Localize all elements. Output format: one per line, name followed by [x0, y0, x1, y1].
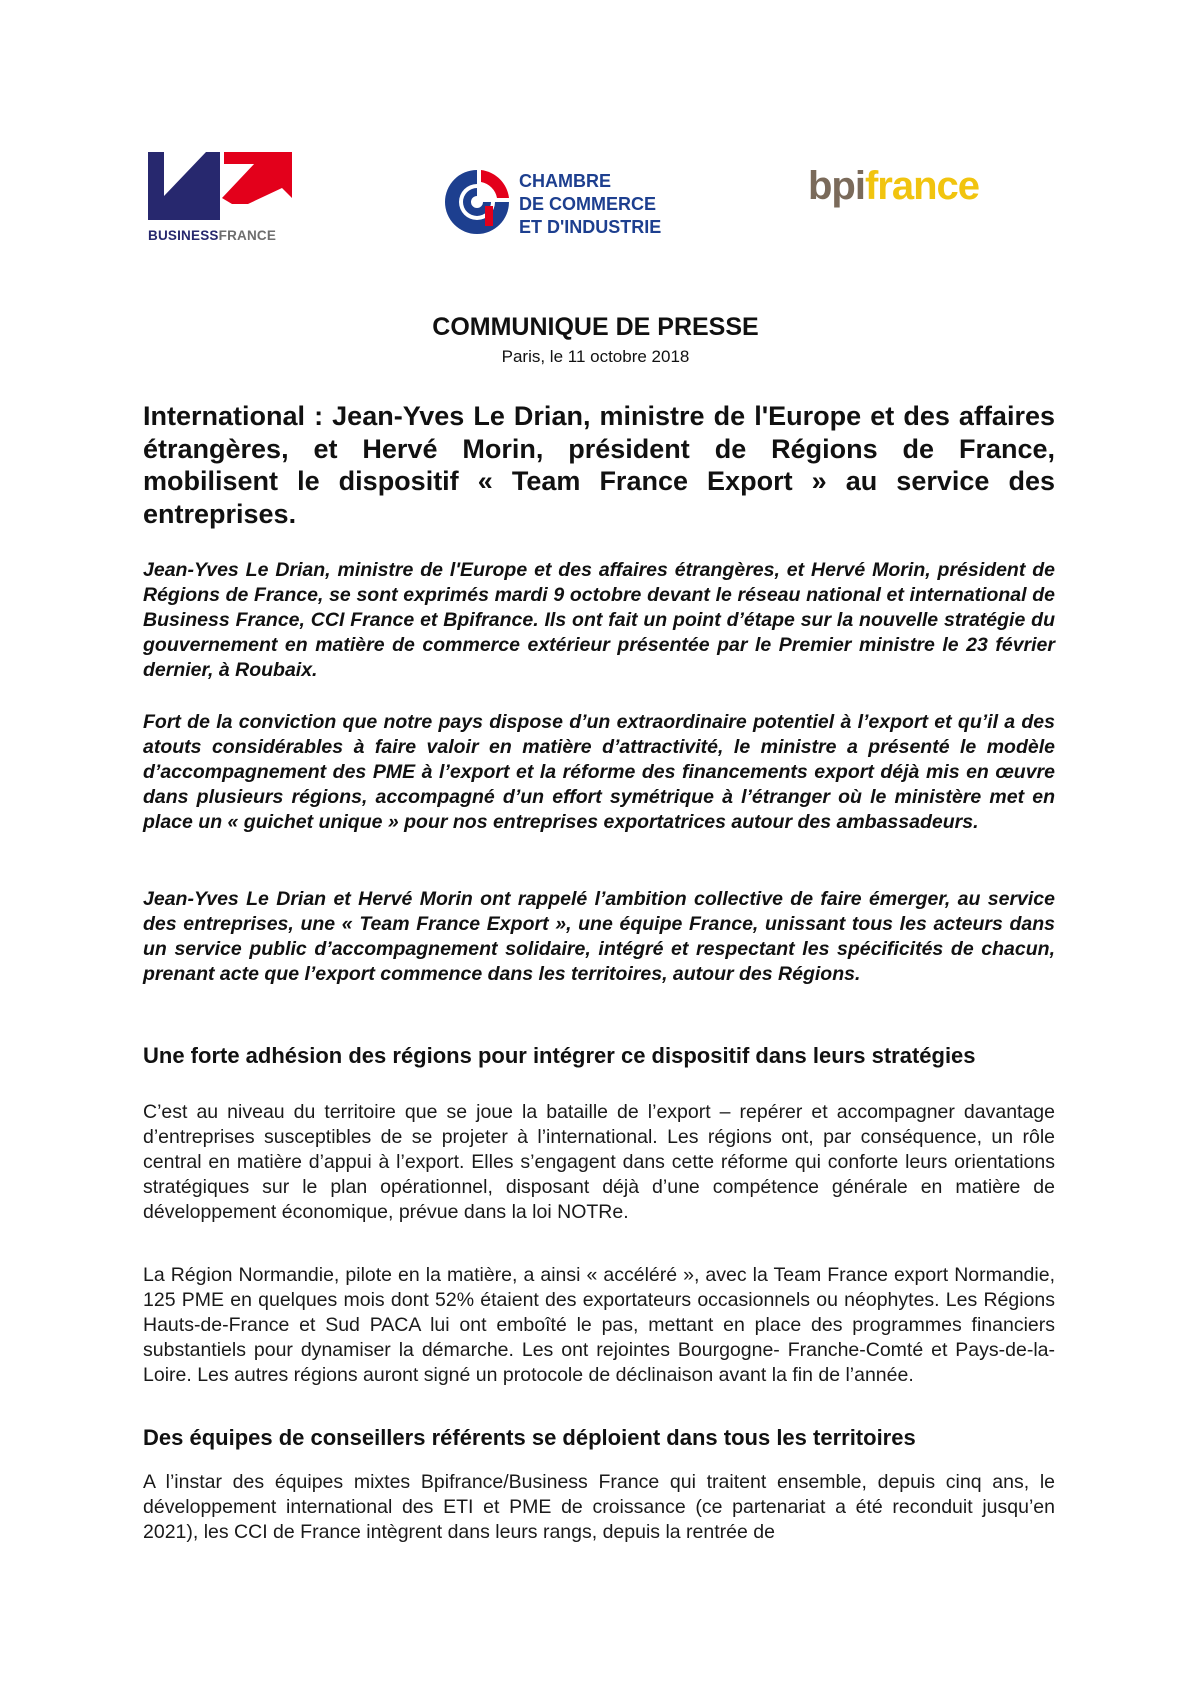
- cci-emblem-icon: [441, 166, 513, 238]
- business-france-wordmark: BUSINESSFRANCE: [148, 228, 277, 243]
- lead-paragraph-3: Jean-Yves Le Drian et Hervé Morin ont rappelé l’ambition collective de faire émerger, au service des entreprises, une « Team France Export », une équipe France, unissant tous les acteurs dans un service public d’accompagnement solidaire, intégré et respectant les spécificités de chacun, prenant acte que l’export commence dans les territoires, autour des Régions.: [143, 888, 1055, 985]
- body-paragraph: C’est au niveau du territoire que se joue la bataille de l’export – repérer et accompagner davantage d’entreprises susceptibles de se projeter à l’international. Les régions ont, par conséquence, un rôle central en matière d’appui à l’export. Elles s’engagent dans cette réforme qui conforte leurs orientations stratégiques sur le plan opérationnel, disposant déjà d’une compétence générale en matière de développement économique, prévue dans la loi NOTRe.: [143, 1101, 1055, 1223]
- section-heading-regions: Une forte adhésion des régions pour intégrer ce dispositif dans leurs stratégies: [143, 1043, 976, 1068]
- body-paragraph: A l’instar des équipes mixtes Bpifrance/Business France qui traitent ensemble, depuis cinq ans, le développement international des ETI et PME de croissance (ce partenariat a été reconduit jusqu’en 2021), les CCI de France intègrent dans leurs rangs, depuis la rentrée de: [143, 1471, 1055, 1543]
- cci-wordmark: CHAMBRE DE COMMERCE ET D'INDUSTRIE: [519, 171, 662, 237]
- section-heading-advisors: Des équipes de conseillers référents se déploient dans tous les territoires: [143, 1425, 916, 1450]
- release-date: Paris, le 11 octobre 2018: [501, 347, 690, 366]
- business-france-arrows-icon: [148, 150, 298, 222]
- page-title: COMMUNIQUE DE PRESSE: [432, 313, 759, 341]
- cci-logo: [441, 166, 691, 241]
- headline: International : Jean-Yves Le Drian, ministre de l'Europe et des affaires étrangères, et Hervé Morin, président de Régions de France, mobilisent le dispositif « Team France Export » au service des entreprises.: [143, 401, 1055, 529]
- lead-paragraph-1: Jean-Yves Le Drian, ministre de l'Europe et des affaires étrangères, et Hervé Morin, président de Régions de France, se sont exprimés mardi 9 octobre devant le réseau national et international de Business France, CCI France et Bpifrance. Ils ont fait un point d’étape sur la nouvelle stratégie du gouvernement en matière de commerce extérieur présentée par le Premier ministre le 23 février dernier, à Roubaix.: [143, 559, 1055, 681]
- business-france-logo: [148, 150, 303, 242]
- bpifrance-logo: bpifrance: [808, 164, 980, 208]
- lead-paragraph-2: Fort de la conviction que notre pays dispose d’un extraordinaire potentiel à l’export et qu’il a des atouts considérables à faire valoir en matière d’attractivité, le ministre a présenté le modèle d’accompagnement des PME à l’export et la réforme des financements export déjà mis en œuvre dans plusieurs régions, accompagné d’un effort symétrique à l’étranger où le ministère met en place un « guichet unique » pour nos entreprises exportatrices autour des ambassadeurs.: [143, 711, 1055, 833]
- body-paragraph: La Région Normandie, pilote en la matière, a ainsi « accéléré », avec la Team France export Normandie, 125 PME en quelques mois dont 52% étaient des exportateurs occasionnels ou néophytes. Les Régions Hauts-de-France et Sud PACA lui ont emboîté le pas, mettant en place des programmes financiers substantiels pour dynamiser la démarche. Les ont rejointes Bourgogne- Franche-Comté et Pays-de-la-Loire. Les autres régions auront signé un protocole de déclinaison avant la fin de l’année.: [143, 1264, 1055, 1386]
